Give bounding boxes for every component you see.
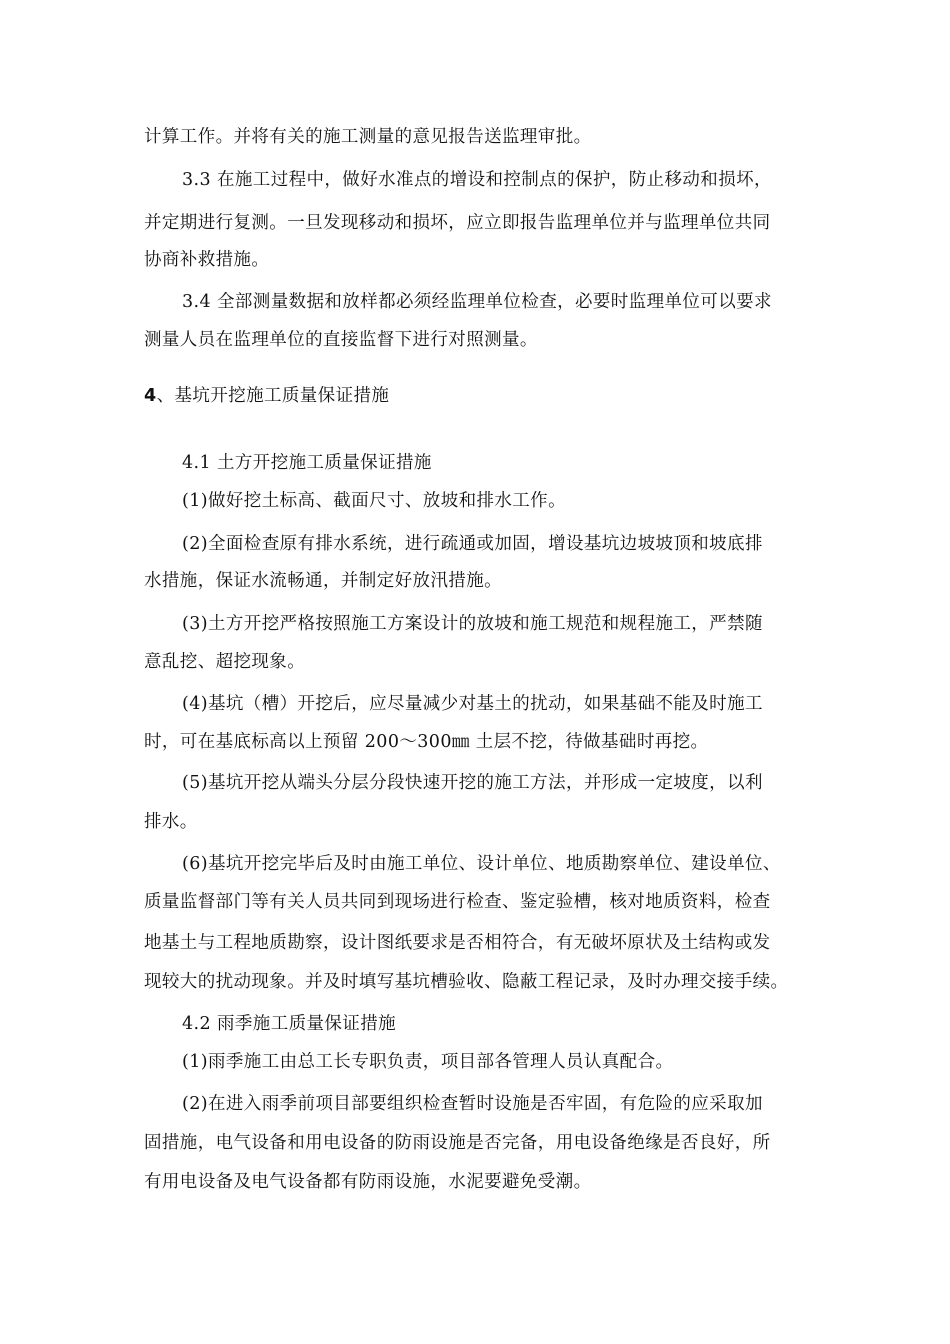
paragraph-line: 有用电设备及电气设备都有防雨设施，水泥要避免受潮。 — [144, 1172, 592, 1192]
paragraph-line: 现较大的扰动现象。并及时填写基坑槽验收、隐蔽工程记录，及时办理交接手续。 — [144, 972, 789, 992]
paragraph-line: 时，可在基底标高以上预留 200～300㎜ 土层不挖，待做基础时再挖。 — [144, 732, 709, 752]
paragraph-line: (2)全面检查原有排水系统，进行疏通或加固，增设基坑边坡坡顶和坡底排 — [182, 534, 763, 554]
paragraph-line: 3.3 在施工过程中，做好水准点的增设和控制点的保护，防止移动和损坏， — [182, 170, 772, 190]
paragraph-line: 排水。 — [144, 812, 198, 832]
subsection-heading: 4.2 雨季施工质量保证措施 — [182, 1014, 396, 1034]
paragraph-line: (6)基坑开挖完毕后及时由施工单位、设计单位、地质勘察单位、建设单位、 — [182, 854, 781, 874]
paragraph-line: 3.4 全部测量数据和放样都必须经监理单位检查，必要时监理单位可以要求 — [182, 292, 772, 312]
paragraph-line: 测量人员在监理单位的直接监督下进行对照测量。 — [144, 330, 538, 350]
subsection-heading: 4.1 土方开挖施工质量保证措施 — [182, 453, 432, 473]
paragraph-line: 协商补救措施。 — [144, 250, 270, 270]
section-heading-number: 4 — [144, 386, 157, 406]
paragraph-line: (4)基坑（槽）开挖后，应尽量减少对基土的扰动，如果基础不能及时施工 — [182, 694, 763, 714]
paragraph-line: 地基土与工程地质勘察，设计图纸要求是否相符合，有无破坏原状及土结构或发 — [144, 933, 771, 953]
paragraph-line: 质量监督部门等有关人员共同到现场进行检查、鉴定验槽，核对地质资料，检查 — [144, 892, 771, 912]
paragraph-line: 水措施，保证水流畅通，并制定好放汛措施。 — [144, 571, 502, 591]
paragraph-line: 计算工作。并将有关的施工测量的意见报告送监理审批。 — [144, 127, 592, 147]
section-heading-text: 、基坑开挖施工质量保证措施 — [156, 386, 390, 406]
paragraph-line: (3)土方开挖严格按照施工方案设计的放坡和施工规范和规程施工，严禁随 — [182, 614, 763, 634]
paragraph-line: (2)在进入雨季前项目部要组织检查暂时设施是否牢固，有危险的应采取加 — [182, 1094, 763, 1114]
paragraph-line: (5)基坑开挖从端头分层分段快速开挖的施工方法，并形成一定坡度，以利 — [182, 773, 763, 793]
section-heading — [144, 385, 389, 407]
paragraph-line: (1)雨季施工由总工长专职负责，项目部各管理人员认真配合。 — [182, 1052, 674, 1072]
paragraph-line: (1)做好挖土标高、截面尺寸、放坡和排水工作。 — [182, 491, 566, 511]
paragraph-line: 意乱挖、超挖现象。 — [144, 652, 306, 672]
paragraph-line: 固措施，电气设备和用电设备的防雨设施是否完备，用电设备绝缘是否良好，所 — [144, 1133, 771, 1153]
paragraph-line: 并定期进行复测。一旦发现移动和损坏，应立即报告监理单位并与监理单位共同 — [144, 213, 771, 233]
